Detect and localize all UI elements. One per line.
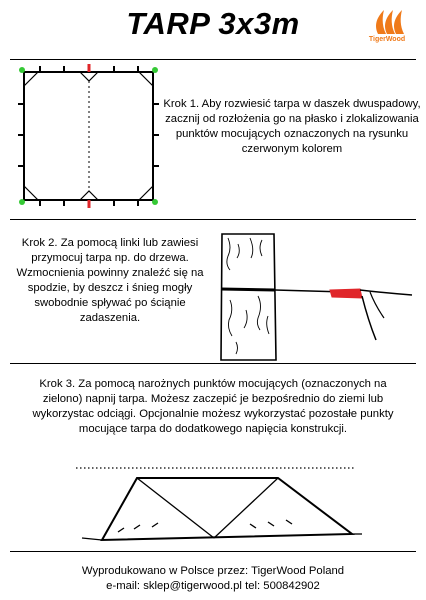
step-2-text: Krok 2. Za pomocą linki lub zawiesi przymocuj tarpa np. do drzewa. Wzmocnienia powinny znaleźć się na spodzie, by deszcz i śnieg mogły swobodnie spływać po ściąnie zadaszenia. bbox=[16, 237, 204, 324]
step-1-text: Krok 1. Aby rozwiesić tarpa w daszek dwuspadowy, zacznij od rozłożenia go na płasko i zlokalizowania punktów mocujących oznaczonych na rysunku czerwonym kolorem bbox=[163, 98, 421, 155]
step-3-text: Krok 3. Za pomocą narożnych punktów mocujących (oznaczonych na zielono) napnij tarpa. Możesz zaczepić je bezpośrednio do ziemi lub wykorzystac odciągi. Opcjonalnie możesz wykorzystać pozostałe punkty mocujące tarpa do dodatkowego napięcia konstrukcji. bbox=[32, 378, 394, 435]
divider bbox=[10, 551, 416, 552]
brand-logo-text: TigerWood bbox=[368, 36, 406, 43]
page-title: TARP 3x3m bbox=[126, 6, 300, 41]
footer-producer: Wyprodukowano w Polsce przez: TigerWood Poland bbox=[81, 565, 345, 577]
footer-contact: e-mail: sklep@tigerwood.pl tel: 500842902 bbox=[106, 580, 320, 592]
